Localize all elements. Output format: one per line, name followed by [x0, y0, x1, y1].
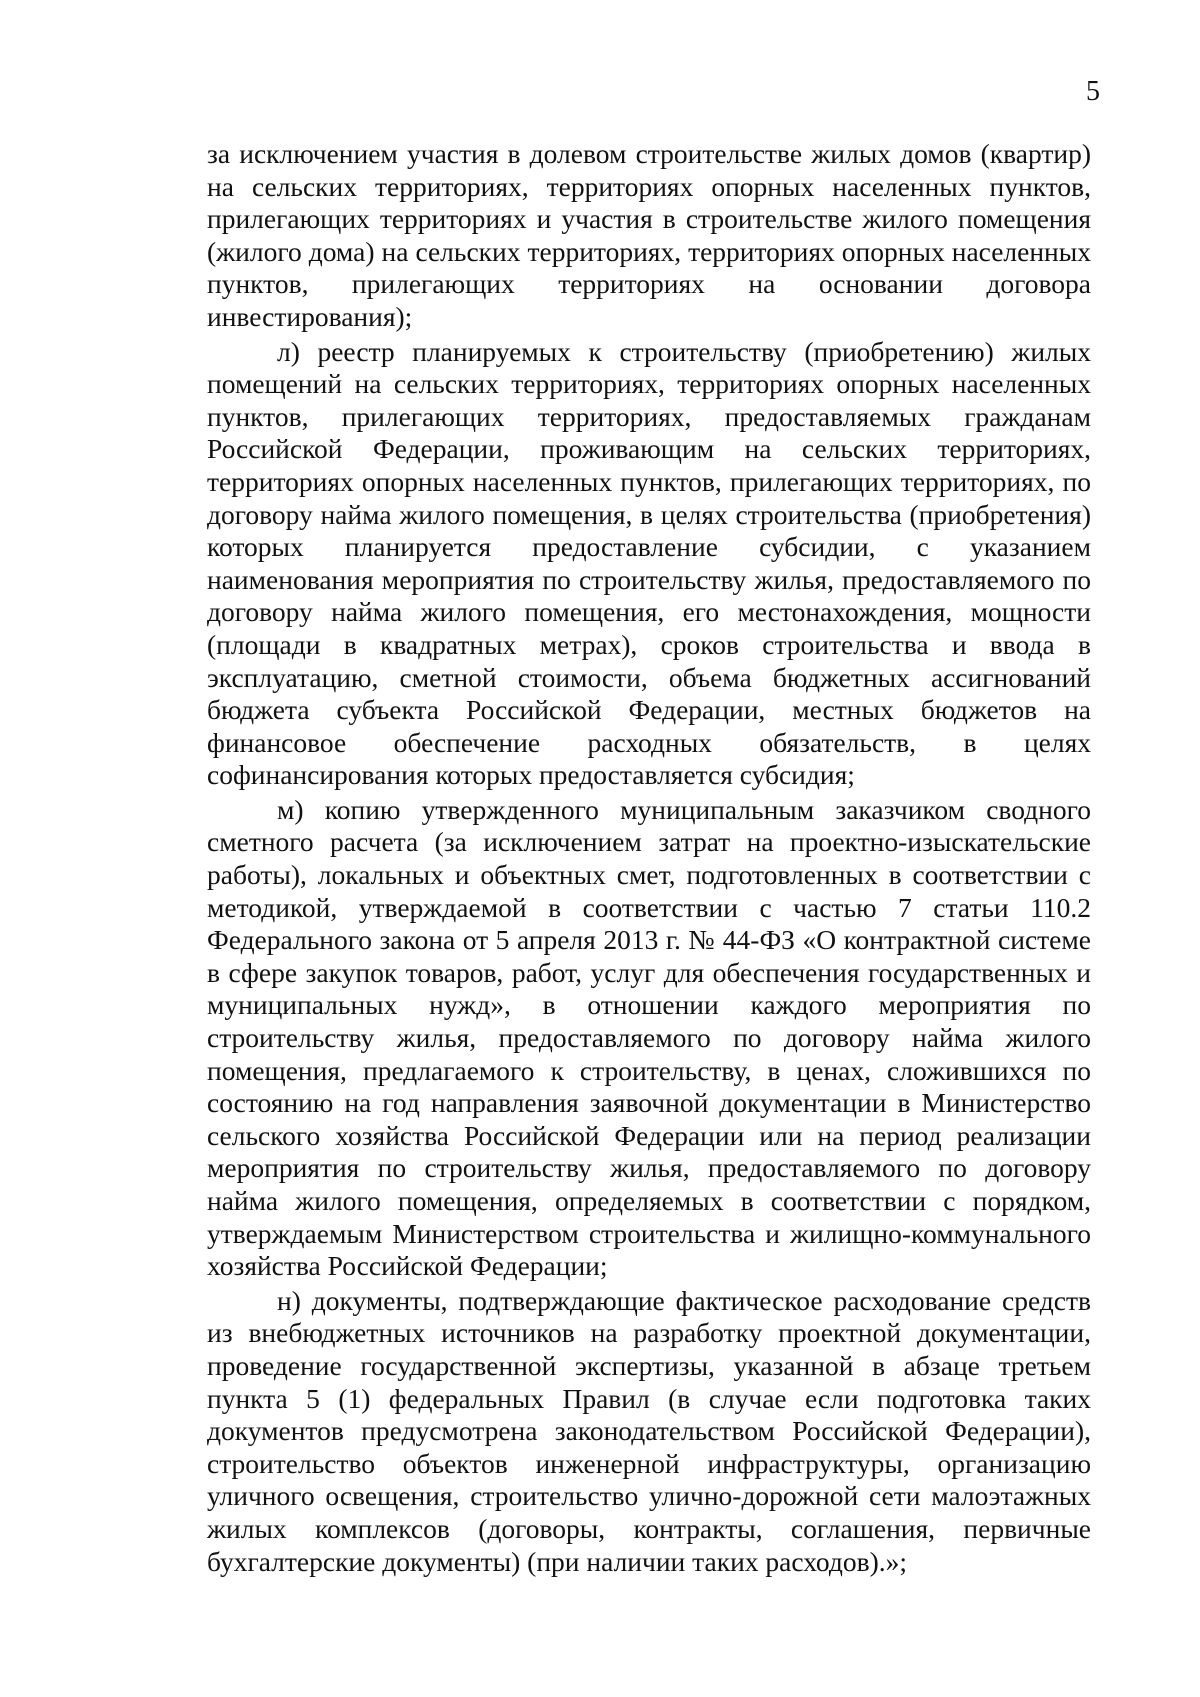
page-number: 5: [1086, 76, 1100, 107]
paragraph-item-n: н) документы, подтверждающие фактическое расходование средств из внебюджетных источников на разработку проектной документации, проведение государственной экспертизы, указанной в абзаце третьем пункта 5 (1) федеральных Правил (в случае если подготовка таких документов предусмотрена законодательством Российской Федерации), строительство объектов инженерной инфраструктуры, организацию уличного освещения, строительство улично-дорожной сети малоэтажных жилых комплексов (договоры, контракты, соглашения, первичные бухгалтерские документы) (при наличии таких расходов).»;: [207, 1284, 1091, 1577]
paragraph-item-m: м) копию утвержденного муниципальным заказчиком сводного сметного расчета (за исключением затрат на проектно-изыскательские работы), локальных и объектных смет, подготовленных в соответствии с методикой, утверждаемой в соответствии с частью 7 статьи 110.2 Федерального закона от 5 апреля 2013 г. № 44-ФЗ «О контрактной системе в сфере закупок товаров, работ, услуг для обеспечения государственных и муниципальных нужд», в отношении каждого мероприятия по строительству жилья, предоставляемого по договору найма жилого помещения, предлагаемого к строительству, в ценах, сложившихся по состоянию на год направления заявочной документации в Министерство сельского хозяйства Российской Федерации или на период реализации мероприятия по строительству жилья, предоставляемого по договору найма жилого помещения, определяемых в соответствии с порядком, утверждаемым Министерством строительства и жилищно-коммунального хозяйства Российской Федерации;: [207, 793, 1091, 1282]
document-body: [207, 138, 1091, 1578]
paragraph-item-l: л) реестр планируемых к строительству (приобретению) жилых помещений на сельских территориях, территориях опорных населенных пунктов, прилегающих территориях, предоставляемых гражданам Российской Федерации, проживающим на сельских территориях, территориях опорных населенных пунктов, прилегающих территориях, по договору найма жилого помещения, в целях строительства (приобретения) которых планируется предоставление субсидии, с указанием наименования мероприятия по строительству жилья, предоставляемого по договору найма жилого помещения, его местонахождения, мощности (площади в квадратных метрах), сроков строительства и ввода в эксплуатацию, сметной стоимости, объема бюджетных ассигнований бюджета субъекта Российской Федерации, местных бюджетов на финансовое обеспечение расходных обязательств, в целях софинансирования которых предоставляется субсидия;: [207, 335, 1091, 791]
paragraph-continuation: за исключением участия в долевом строительстве жилых домов (квартир) на сельских территориях, территориях опорных населенных пунктов, прилегающих территориях и участия в строительстве жилого помещения (жилого дома) на сельских территориях, территориях опорных населенных пунктов, прилегающих территориях на основании договора инвестирования);: [207, 138, 1091, 332]
